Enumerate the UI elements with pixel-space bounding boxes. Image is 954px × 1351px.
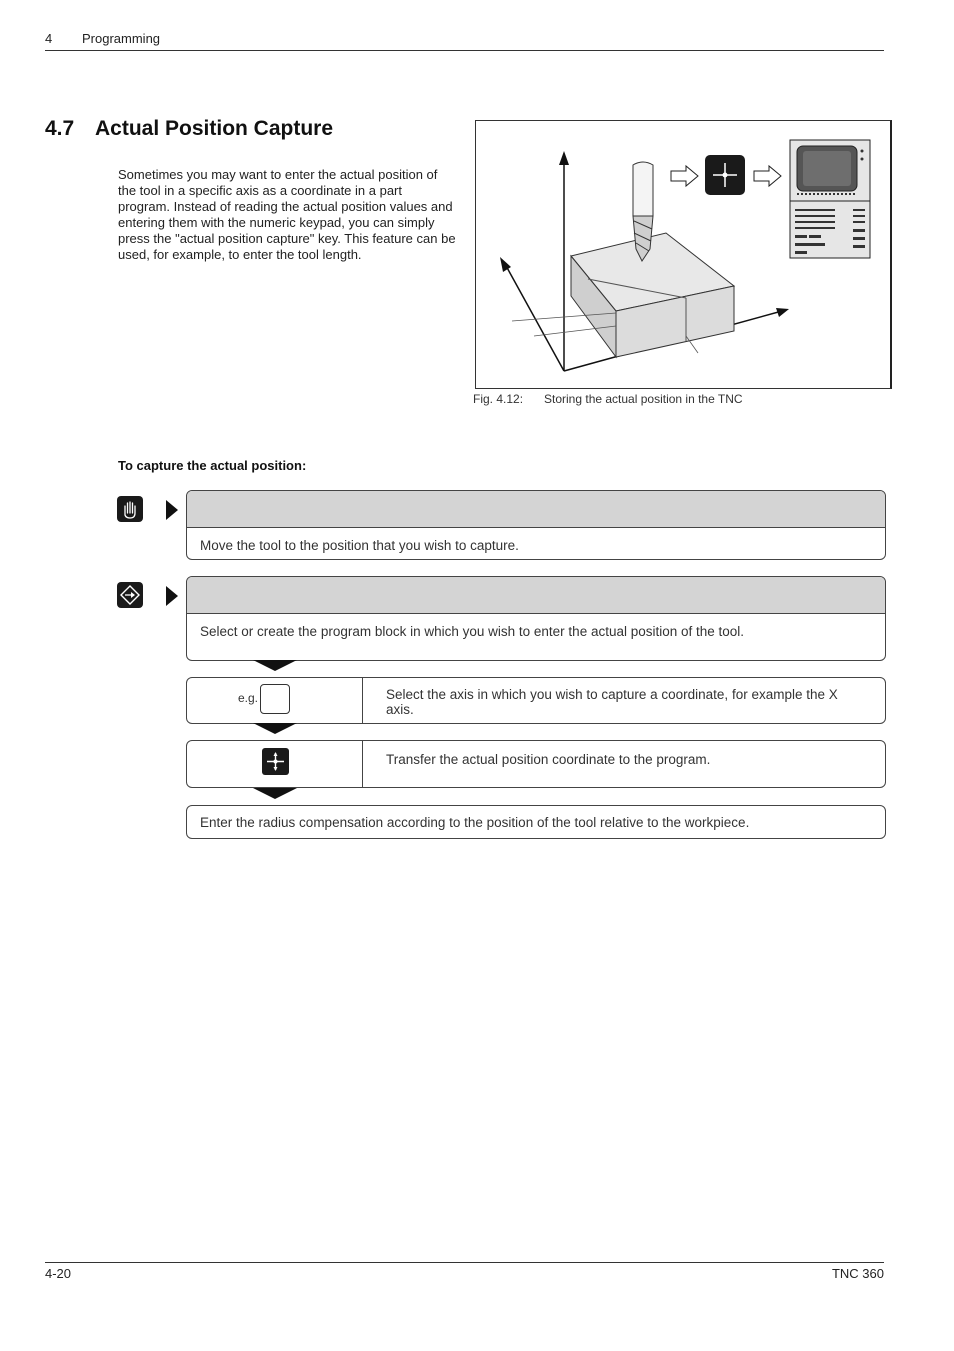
- row-text: Select the axis in which you wish to capture a coordinate, for example the X axis.: [386, 687, 838, 717]
- axis-key-icon: [260, 684, 290, 714]
- figure-caption-number: Fig. 4.12:: [473, 392, 524, 406]
- procedure-heading: To capture the actual position:: [118, 458, 307, 473]
- footer-divider: [45, 1262, 884, 1263]
- row-select-axis: [186, 677, 886, 724]
- page-number: 4-20: [45, 1266, 72, 1281]
- row-transfer-position: [186, 740, 886, 788]
- step-bar: [187, 577, 885, 614]
- row-key-cell: [187, 741, 363, 787]
- eg-label: e.g.: [238, 691, 259, 705]
- step-bar: [187, 491, 885, 528]
- chapter-title: Programming: [82, 31, 161, 46]
- step-arrow: [166, 500, 178, 520]
- hand-icon: [117, 496, 143, 522]
- section-title: Actual Position Capture: [95, 117, 334, 140]
- header-divider: [45, 50, 884, 51]
- program-edit-icon: [117, 582, 143, 608]
- step-text: Select or create the program block in which you wish to enter the actual position of the tool.: [200, 624, 745, 639]
- step-box-select-block: [186, 576, 886, 661]
- down-arrow: [253, 788, 297, 799]
- row-key-cell: [187, 678, 363, 723]
- down-arrow: [253, 723, 297, 734]
- down-arrow: [253, 660, 297, 671]
- figure-caption-text: Storing the actual position in the TNC: [544, 392, 743, 406]
- product-name: TNC 360: [831, 1266, 884, 1281]
- step-text: Enter the radius compensation according to the position of the tool relative to the workpiece.: [200, 815, 750, 830]
- intro-paragraph: Sometimes you may want to enter the actual position of the tool in a specific axis as a coordinate in a part program. Instead of reading the actual position values and entering them with the numeric keypad, you can simply press the "actual position capture" key. This feature can be used, for example, to enter the tool length.: [118, 167, 456, 262]
- row-text: Transfer the actual position coordinate to the program.: [386, 752, 711, 767]
- step-box-radius-compensation: [186, 805, 886, 839]
- figure-drawing: [476, 121, 890, 388]
- step-arrow: [166, 586, 178, 606]
- figure-illustration: [475, 120, 892, 389]
- step-text: Move the tool to the position that you wish to capture.: [200, 538, 519, 553]
- section-number: 4.7: [45, 117, 75, 140]
- chapter-number: 4: [45, 31, 53, 46]
- actual-position-capture-icon: [262, 748, 289, 775]
- step-box-move-tool: [186, 490, 886, 560]
